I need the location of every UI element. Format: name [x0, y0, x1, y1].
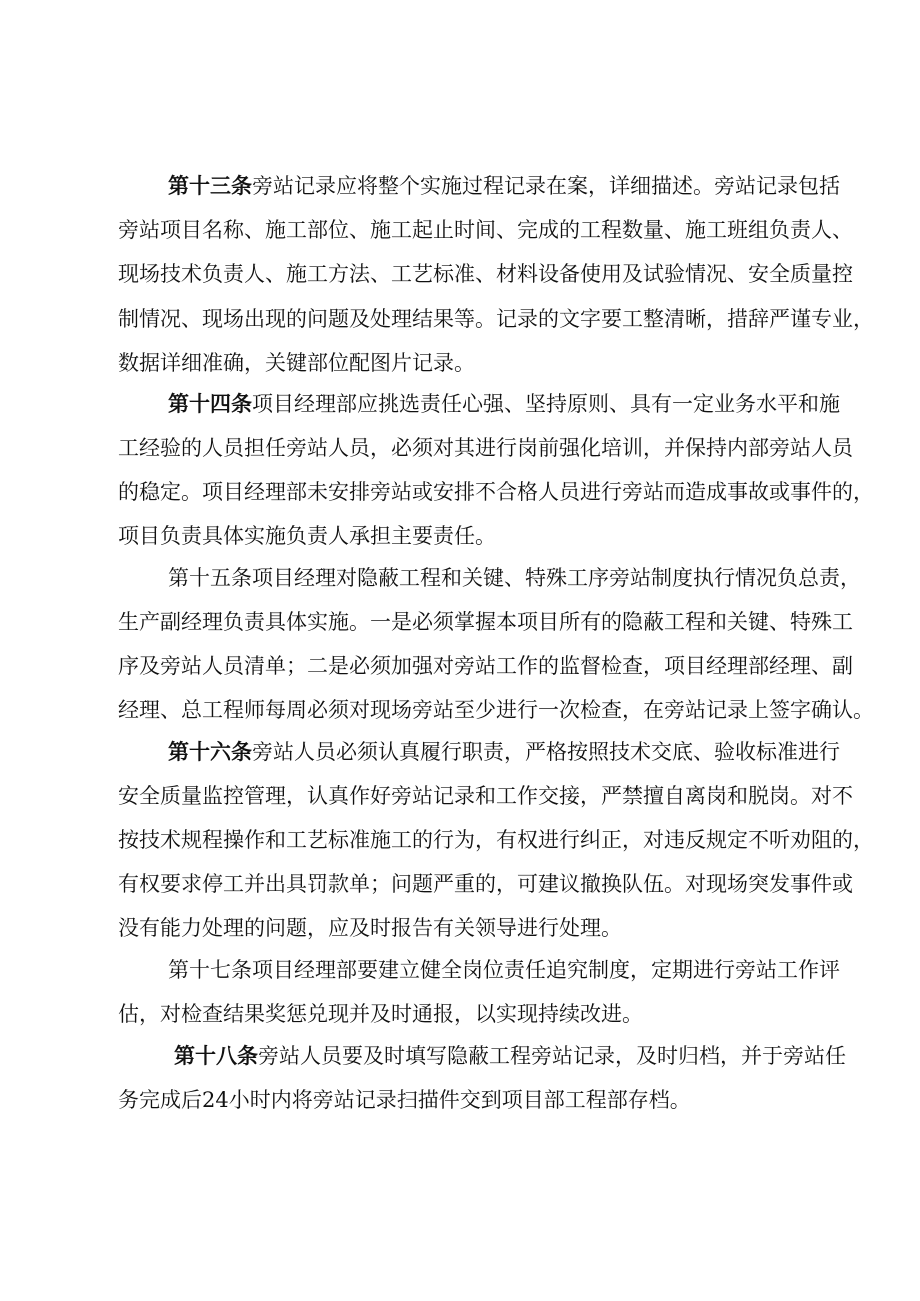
- article-line: 现场技术负责人、施工方法、工艺标准、材料设备使用及试验情况、安全质量控: [118, 262, 853, 286]
- article-line: 项目负责具体实施负责人承担主要责任。: [118, 524, 496, 548]
- article-line: 经理、总工程师每周必须对现场旁站至少进行一次检查，在旁站记录上签字确认。: [118, 698, 874, 722]
- article-line: [174, 1038, 846, 1074]
- article-line: 数据详细准确，关键部位配图片记录。: [118, 351, 475, 375]
- article-line: 旁站项目名称、施工部位、施工起止时间、完成的工程数量、施工班组负责人、: [118, 218, 853, 242]
- article-heading: 第十三条: [168, 173, 252, 198]
- article-text: 项目经理对隐蔽工程和关键、特殊工序旁站制度执行情况负总责，: [252, 566, 861, 590]
- article-text: 旁站人员必须认真履行职责，严格按照技术交底、验收标准进行: [252, 740, 840, 764]
- article-line: 序及旁站人员清单；二是必须加强对旁站工作的监督检查，项目经理部经理、副: [118, 654, 853, 678]
- article-line: 制情况、现场出现的问题及处理结果等。记录的文字要工整清晰，措辞严谨专业，: [118, 307, 874, 331]
- article-heading: 第十七条: [168, 958, 252, 982]
- article-line: 务完成后24小时内将旁站记录扫描件交到项目部工程部存档。: [118, 1088, 691, 1112]
- article-line: [168, 952, 840, 988]
- article-line: 有权要求停工并出具罚款单；问题严重的，可建议撤换队伍。对现场突发事件或: [118, 872, 853, 896]
- article-text: 旁站人员要及时填写隐蔽工程旁站记录，及时归档，并于旁站任: [258, 1044, 846, 1068]
- article-heading: 第十四条: [168, 391, 252, 416]
- article-heading: 第十六条: [168, 739, 252, 764]
- article-line: 的稳定。项目经理部未安排旁站或安排不合格人员进行旁站而造成事故或事件的，: [118, 480, 874, 504]
- article-text: 项目经理部要建立健全岗位责任追究制度，定期进行旁站工作评: [252, 958, 840, 982]
- article-line: 按技术规程操作和工艺标准施工的行为，有权进行纠正，对违反规定不听劝阻的，: [118, 828, 874, 852]
- article-heading: 第十五条: [168, 566, 252, 590]
- article-line: 工经验的人员担任旁站人员，必须对其进行岗前强化培训，并保持内部旁站人员: [118, 436, 853, 460]
- article-line: 安全质量监控管理，认真作好旁站记录和工作交接，严禁擅自离岗和脱岗。对不: [118, 784, 853, 808]
- article-line: [168, 560, 861, 596]
- article-line: [168, 734, 840, 770]
- article-line: 没有能力处理的问题，应及时报告有关领导进行处理。: [118, 916, 622, 940]
- article-text: 旁站记录应将整个实施过程记录在案，详细描述。旁站记录包括: [252, 174, 840, 198]
- article-heading: 第十八条: [174, 1043, 258, 1068]
- article-line: [168, 386, 840, 422]
- article-line: 生产副经理负责具体实施。一是必须掌握本项目所有的隐蔽工程和关键、特殊工: [118, 610, 853, 634]
- article-line: [168, 168, 840, 204]
- article-line: 估，对检查结果奖惩兑现并及时通报，以实现持续改进。: [118, 1002, 643, 1026]
- article-text: 项目经理部应挑选责任心强、坚持原则、具有一定业务水平和施: [252, 392, 840, 416]
